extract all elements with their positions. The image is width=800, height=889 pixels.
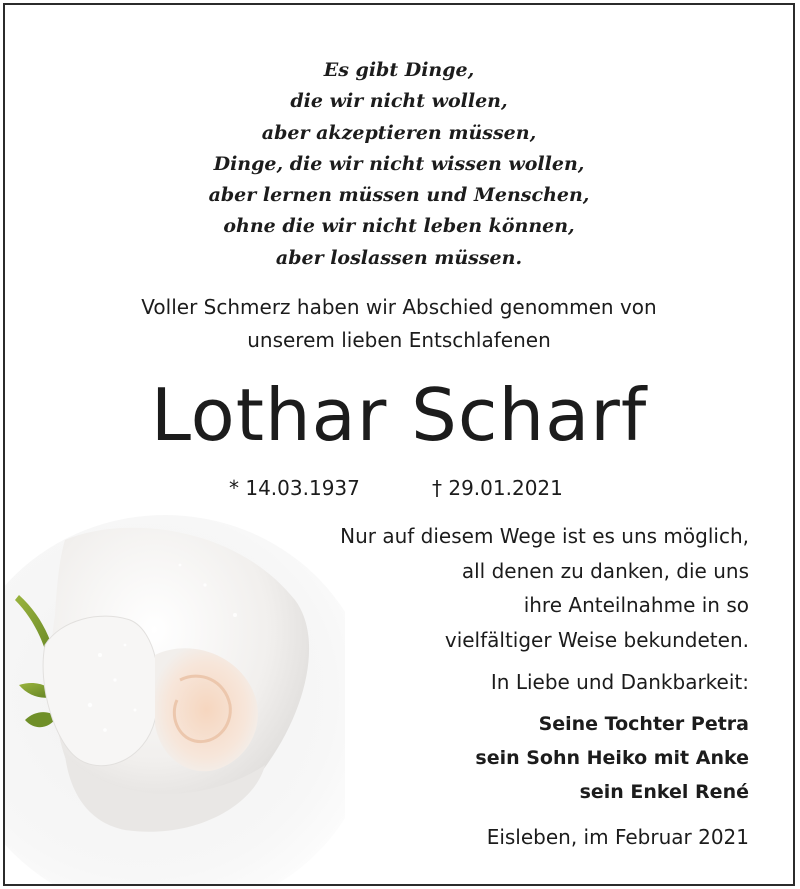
poem-line: aber lernen müssen und Menschen, (208, 184, 590, 207)
poem-line: aber akzeptieren müssen, (261, 121, 537, 144)
poem (5, 55, 793, 274)
family-member: sein Enkel René (579, 781, 749, 803)
deceased-name: Lothar Scharf (150, 373, 648, 457)
family-member: sein Sohn Heiko mit Anke (475, 747, 749, 769)
signoff-line: In Liebe und Dankbarkeit: (490, 670, 749, 694)
white-rose-icon (5, 505, 345, 885)
signoff (491, 665, 749, 699)
family-list (475, 707, 749, 809)
poem-line: ohne die wir nicht leben können, (223, 215, 575, 238)
thanks-line: ihre Anteilnahme in so (523, 593, 749, 617)
birth-date: * 14.03.1937 (229, 476, 360, 500)
poem-line: die wir nicht wollen, (290, 90, 508, 113)
thanks-text (340, 519, 749, 657)
life-dates (5, 473, 793, 503)
poem-line: Dinge, die wir nicht wissen wollen, (213, 152, 585, 175)
thanks-line: vielfältiger Weise bekundeten. (444, 627, 749, 652)
family-member: Seine Tochter Petra (538, 713, 749, 735)
thanks-line: Nur auf diesem Wege ist es uns möglich, (340, 524, 749, 548)
intro-line: unserem lieben Entschlafenen (247, 328, 551, 352)
intro-text (5, 291, 793, 357)
death-date: † 29.01.2021 (432, 476, 563, 500)
place-date: Eisleben, im Februar 2021 (486, 825, 749, 849)
poem-line: Es gibt Dinge, (323, 59, 475, 81)
poem-line: aber loslassen müssen. (275, 246, 523, 269)
intro-line: Voller Schmerz haben wir Abschied genommen von (141, 295, 657, 319)
obituary-card (3, 3, 795, 886)
thanks-line: all denen zu danken, die uns (461, 558, 749, 583)
